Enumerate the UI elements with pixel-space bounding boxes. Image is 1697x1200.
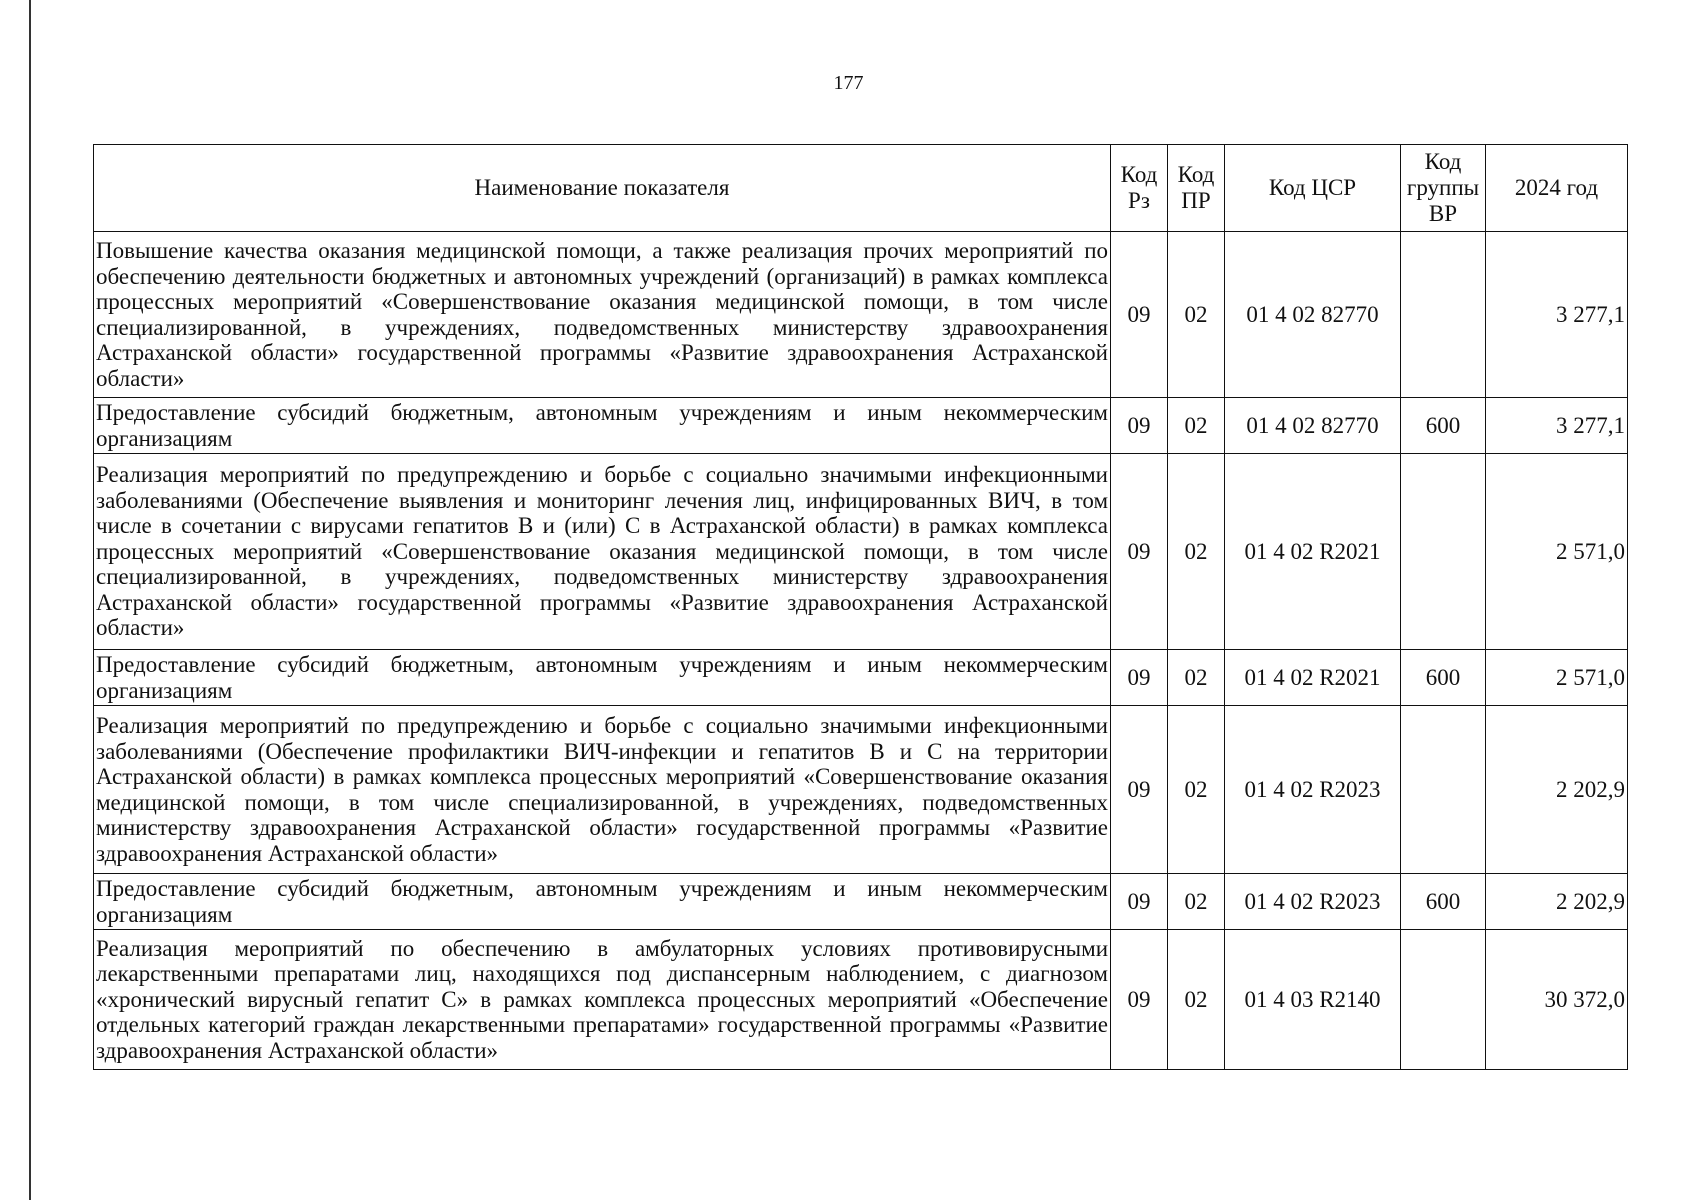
row-csr: 01 4 02 82770 xyxy=(1225,398,1401,454)
row-name: Предоставление субсидий бюджетным, автономным учреждениям и иным некоммерческим организациям xyxy=(94,874,1111,930)
row-rz: 09 xyxy=(1111,454,1168,650)
table-row xyxy=(94,706,1628,874)
table-row xyxy=(94,930,1628,1070)
table-header-row xyxy=(94,145,1628,232)
header-pr: Код ПР xyxy=(1168,145,1225,232)
row-csr: 01 4 03 R2140 xyxy=(1225,930,1401,1070)
header-name: Наименование показателя xyxy=(94,145,1111,232)
row-csr: 01 4 02 R2021 xyxy=(1225,650,1401,706)
row-amount: 2 202,9 xyxy=(1486,706,1628,874)
row-vr: 600 xyxy=(1401,398,1486,454)
row-vr xyxy=(1401,454,1486,650)
row-name: Реализация мероприятий по предупреждению и борьбе с социально значимыми инфекционными заболеваниями (Обеспечение выявления и мониторинг лечения лиц, инфицированных ВИЧ, в том числе в сочетании с вирусами гепатитов В и (или) С в Астраханской области) в рамках комплекса процессных мероприятий «Совершенствование оказания медицинской помощи, в том числе специализированной, в учреждениях, подведомственных министерству здравоохранения Астраханской области» государственной программы «Развитие здравоохранения Астраханской области» xyxy=(94,454,1111,650)
row-vr xyxy=(1401,706,1486,874)
row-pr: 02 xyxy=(1168,454,1225,650)
row-rz: 09 xyxy=(1111,930,1168,1070)
row-amount: 3 277,1 xyxy=(1486,232,1628,398)
row-csr: 01 4 02 R2021 xyxy=(1225,454,1401,650)
header-csr: Код ЦСР xyxy=(1225,145,1401,232)
row-pr: 02 xyxy=(1168,232,1225,398)
row-pr: 02 xyxy=(1168,650,1225,706)
row-vr: 600 xyxy=(1401,650,1486,706)
row-csr: 01 4 02 R2023 xyxy=(1225,874,1401,930)
row-name: Реализация мероприятий по обеспечению в амбулаторных условиях противовирусными лекарственными препаратами лиц, находящихся под диспансерным наблюдением, с диагнозом «хронический вирусный гепатит С» в рамках комплекса процессных мероприятий «Обеспечение отдельных категорий граждан лекарственными препаратами» государственной программы «Развитие здравоохранения Астраханской области» xyxy=(94,930,1111,1070)
page-number: 177 xyxy=(833,72,864,94)
row-pr: 02 xyxy=(1168,398,1225,454)
row-amount: 2 571,0 xyxy=(1486,650,1628,706)
table-row xyxy=(94,232,1628,398)
row-amount: 30 372,0 xyxy=(1486,930,1628,1070)
table-row xyxy=(94,454,1628,650)
row-rz: 09 xyxy=(1111,874,1168,930)
row-rz: 09 xyxy=(1111,398,1168,454)
row-name: Предоставление субсидий бюджетным, автономным учреждениям и иным некоммерческим организациям xyxy=(94,650,1111,706)
row-csr: 01 4 02 82770 xyxy=(1225,232,1401,398)
row-rz: 09 xyxy=(1111,232,1168,398)
row-vr: 600 xyxy=(1401,874,1486,930)
row-pr: 02 xyxy=(1168,930,1225,1070)
row-amount: 2 571,0 xyxy=(1486,454,1628,650)
header-rz: Код Рз xyxy=(1111,145,1168,232)
row-amount: 2 202,9 xyxy=(1486,874,1628,930)
row-vr xyxy=(1401,232,1486,398)
page-binding-line xyxy=(29,0,31,1200)
row-pr: 02 xyxy=(1168,706,1225,874)
row-rz: 09 xyxy=(1111,650,1168,706)
row-name: Реализация мероприятий по предупреждению и борьбе с социально значимыми инфекционными заболеваниями (Обеспечение профилактики ВИЧ-инфекции и гепатитов В и С на территории Астраханской области) в рамках комплекса процессных мероприятий «Совершенствование оказания медицинской помощи, в том числе специализированной, в учреждениях, подведомственных министерству здравоохранения Астраханской области» государственной программы «Развитие здравоохранения Астраханской области» xyxy=(94,706,1111,874)
row-pr: 02 xyxy=(1168,874,1225,930)
table-row xyxy=(94,650,1628,706)
row-name: Предоставление субсидий бюджетным, автономным учреждениям и иным некоммерческим организациям xyxy=(94,398,1111,454)
header-year: 2024 год xyxy=(1486,145,1628,232)
row-vr xyxy=(1401,930,1486,1070)
row-rz: 09 xyxy=(1111,706,1168,874)
budget-table xyxy=(93,144,1628,1070)
row-name: Повышение качества оказания медицинской помощи, а также реализация прочих мероприятий по обеспечению деятельности бюджетных и автономных учреждений (организаций) в рамках комплекса процессных мероприятий «Совершенствование оказания медицинской помощи, в том числе специализированной, в учреждениях, подведомственных министерству здравоохранения Астраханской области» государственной программы «Развитие здравоохранения Астраханской области» xyxy=(94,232,1111,398)
row-amount: 3 277,1 xyxy=(1486,398,1628,454)
row-csr: 01 4 02 R2023 xyxy=(1225,706,1401,874)
header-vr: Код группы ВР xyxy=(1401,145,1486,232)
table-row xyxy=(94,398,1628,454)
table-row xyxy=(94,874,1628,930)
